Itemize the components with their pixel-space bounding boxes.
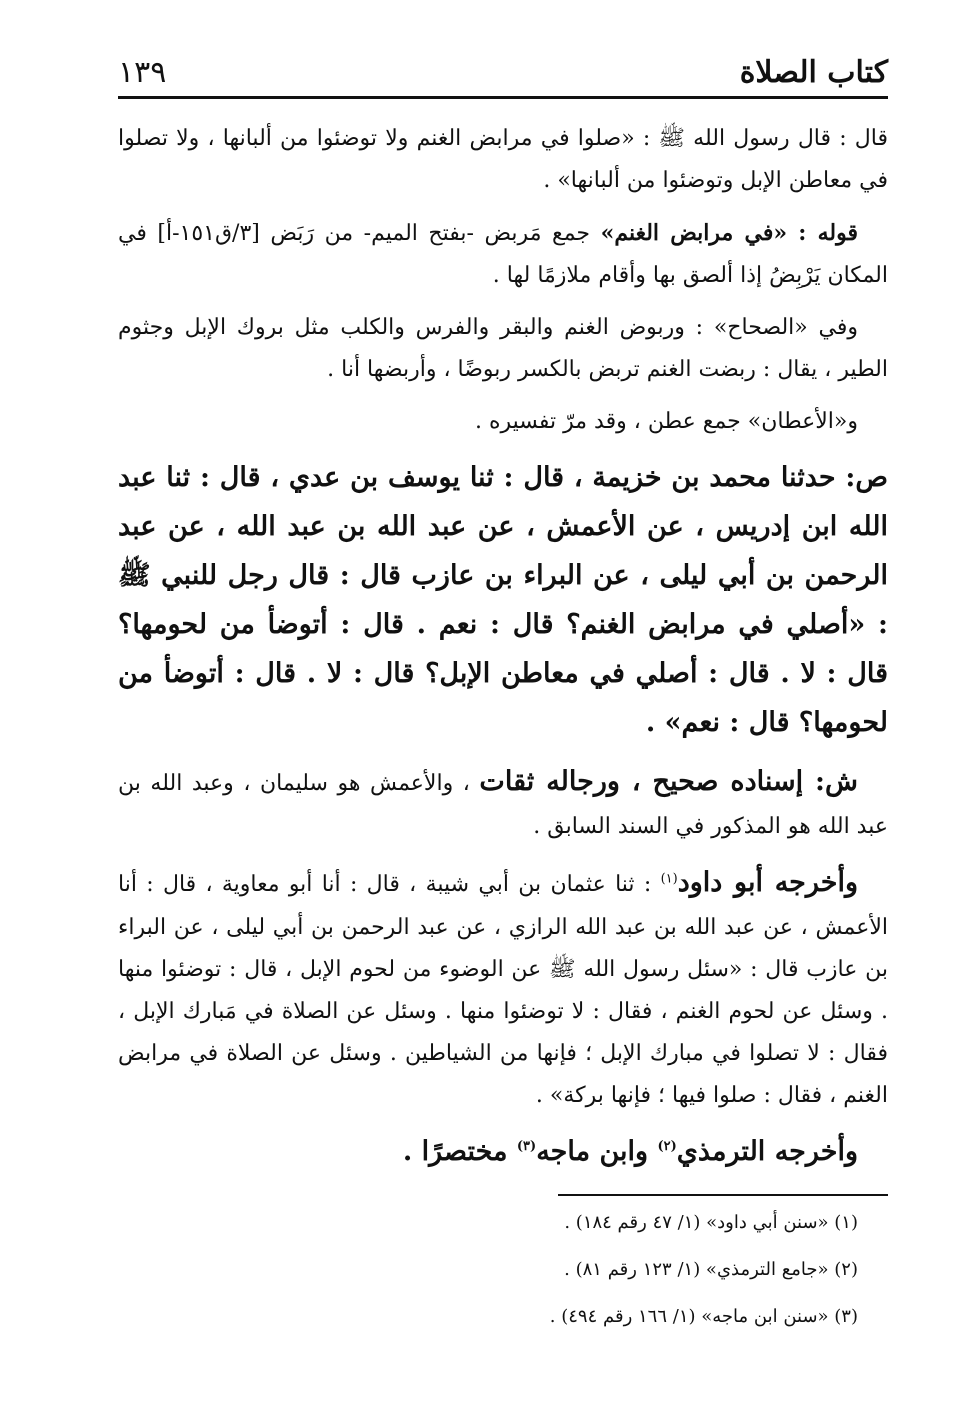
paragraph-takhrij-tirmidhi: وأخرجه الترمذي$^{(٢)}$ وابن ماجه$^{(٣)}$ مختصرًا . [402,1136,858,1167]
commentary-lemma: قوله : «في مرابض الغنم» [600,220,858,246]
paragraph-sharh: ش: إسناده صحيح ، ورجاله ثقات ، والأعمش هو سليمان ، وعبد الله بن عبد الله هو المذكور في السند السابق . [118,766,888,839]
paragraph-commentary-3: و«الأعطان» جمع عطن ، وقد مرّ تفسيره . [474,409,858,434]
chapter-title: كتاب الصلاة [739,55,888,90]
paragraph-hadith-text: قال : قال رسول الله ﷺ : «صلوا في مرابض الغنم ولا توضئوا من ألبانها ، ولا تصلوا في معاطن الإبل وتوضئوا من ألبانها» . [118,126,888,193]
main-text [118,118,888,1345]
paragraph-isnad: ص: حدثنا محمد بن خزيمة ، قال : ثنا يوسف بن عدي ، قال : ثنا عبد الله ابن إدريس ، عن الأعمش ، عن عبد الله بن عبد الله ، عن عبد الرحمن بن أبي ليلى ، عن البراء بن عازب قال : قال رجل للنبي ﷺ : «أصلي في مرابض الغنم؟ قال : نعم . قال : أتوضأ من لحومها؟ قال : لا . قال : أصلي في معاطن الإبل؟ قال : لا . قال : أتوضأ من لحومها؟ قال : نعم» . [118,462,888,738]
footnote-1: (١) «سنن أبي داود» (١/ ٤٧ رقم ١٨٤) . [564,1212,858,1233]
footnote-3: (٣) «سنن ابن ماجه» (١/ ١٦٦ رقم ٤٩٤) . [549,1306,858,1327]
footnote-divider [558,1194,888,1196]
paragraph-takhrij-abu-dawud: وأخرجه أبو داود$^{(١)}$ : ثنا عثمان بن أبي شيبة ، قال : أنا أبو معاوية ، قال : أنا الأعمش ، عن عبد الله بن عبد الله الرازي ، عن عبد الرحمن بن أبي ليلى ، عن البراء بن عازب قال : «سئل رسول الله ﷺ عن الوضوء من لحوم الإبل ، قال : توضئوا منها . وسئل عن لحوم الغنم ، فقال : لا توضئوا منها . وسئل عن الصلاة في مَبارك الإبل ، فقال : لا تصلوا في مبارك الإبل ؛ فإنها من الشياطين . وسئل عن الصلاة في مرابض الغنم ، فقال : صلوا فيها ؛ فإنها بركة» . [118,867,888,1108]
footnote-2: (٢) «جامع الترمذي» (١/ ١٢٣ رقم ٨١) . [564,1259,858,1280]
paragraph-commentary-2: وفي «الصحاح» : وربوض الغنم والبقر والفرس والكلب مثل بروك الإبل وجثوم الطير ، يقال : ربضت الغنم تربض بالكسر ربوضًا ، وأربضها أنا . [118,315,888,382]
takhrij-lemma: وأخرجه أبو داود [677,867,858,898]
page-number: ١٣٩ [118,55,167,90]
footnote-ref-1[interactable]: (١) [660,871,678,887]
footnote-ref-2[interactable]: (٢) [657,1139,677,1154]
page-header [118,44,888,99]
paragraph-commentary-1: قوله : «في مرابض الغنم» جمع مَربض -بفتح الميم- من رَبَض [٣/ق١٥١-أ] في المكان يَرْبِضُ إذا ألصق بها وأقام ملازمًا لها . [118,220,888,288]
sharh-lemma: ش: إسناده صحيح ، ورجاله ثقات [479,766,858,797]
footnote-ref-3[interactable]: (٣) [516,1139,537,1154]
